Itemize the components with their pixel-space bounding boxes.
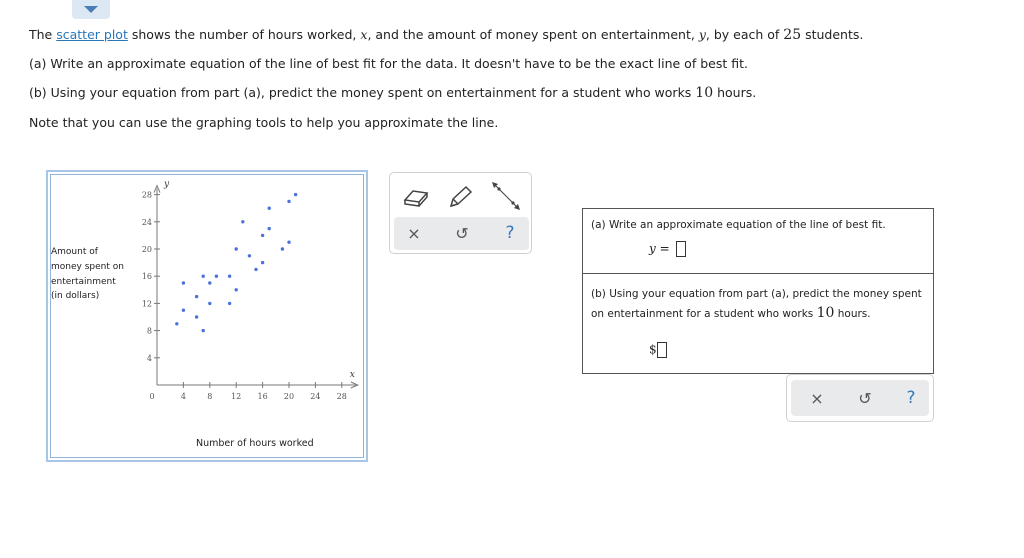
scatter-point (228, 302, 231, 305)
x-tick-label: 28 (336, 392, 347, 401)
collapse-toggle[interactable] (72, 0, 110, 19)
scatter-point (195, 315, 198, 318)
graph-toolbar (389, 172, 532, 254)
eraser-tool[interactable] (400, 183, 432, 213)
y-tick-label: 16 (141, 272, 152, 282)
answer-undo-button[interactable] (853, 386, 877, 410)
y-axis-label-line-1: Amount of (51, 247, 98, 257)
scatter-point (182, 309, 185, 312)
y-tick-label: 20 (141, 245, 152, 254)
plot-area[interactable] (48, 172, 370, 464)
scatter-point (215, 275, 218, 278)
y-tick-label: 8 (146, 326, 152, 336)
undo-icon: ↺ (858, 388, 872, 408)
var-y: y (698, 27, 706, 42)
answer-help-button[interactable] (899, 386, 923, 410)
problem-line-3 (29, 85, 756, 101)
text: hours. (834, 308, 871, 320)
hours-number: 10 (695, 85, 714, 101)
x-tick-label: 4 (180, 392, 186, 401)
y-axis-var: y (164, 179, 170, 190)
text: on entertainment for a student who works (591, 308, 817, 320)
text: hours. (713, 85, 757, 100)
part-a-label: (a) Write an approximate equation of the line of best fit. (591, 219, 886, 231)
part-b-label-line-2 (591, 305, 871, 321)
student-count: 25 (783, 27, 802, 43)
scatter-point (182, 281, 185, 284)
eq-sign: = (659, 241, 670, 256)
scatter-point (208, 281, 211, 284)
money-answer-input[interactable] (657, 342, 667, 358)
equation-answer-input[interactable] (676, 241, 686, 257)
y-tick-label: 28 (141, 190, 152, 200)
y-axis-label-line-3: entertainment (51, 277, 116, 287)
scatter-point (202, 329, 205, 332)
pencil-tool[interactable] (444, 181, 476, 213)
origin-label: 0 (149, 392, 155, 401)
answer-toolbar (786, 374, 934, 422)
graph-toolbar-actions (394, 217, 529, 250)
line-tool[interactable] (488, 179, 524, 213)
line-tool-icon (489, 180, 523, 212)
x-axis-var: x (349, 370, 355, 380)
help-icon: ? (505, 223, 515, 243)
scatter-point (228, 275, 231, 278)
scatter-point (287, 200, 290, 203)
x-tick-label: 20 (283, 392, 295, 401)
x-tick-label: 16 (257, 392, 268, 401)
part-b-panel (582, 273, 934, 374)
text: shows the number of hours worked, (127, 27, 361, 42)
text: , by each of (705, 27, 784, 42)
scatter-point (261, 261, 264, 264)
undo-button[interactable] (450, 221, 474, 245)
clear-button[interactable] (402, 221, 426, 245)
scatter-point (175, 322, 178, 325)
part-b-label-line-1: (b) Using your equation from part (a), predict the money spent (591, 288, 922, 300)
answer-clear-button[interactable] (805, 386, 829, 410)
scatter-point (268, 227, 271, 230)
y-tick-label: 12 (141, 299, 152, 309)
problem-line-2: (a) Write an approximate equation of the line of best fit for the data. It doesn't have to be the exact line of best fit. (29, 56, 748, 71)
problem-line-4: Note that you can use the graphing tools to help you approximate the line. (29, 115, 499, 130)
scatter-point (235, 288, 238, 291)
scatter-point (294, 193, 297, 196)
currency-symbol: $ (649, 342, 657, 357)
y-tick-label: 4 (146, 353, 152, 363)
x-tick-label: 8 (207, 392, 213, 401)
scatter-point (248, 254, 251, 257)
eq-var-y: y (649, 241, 656, 256)
y-axis-label-line-4: (in dollars) (51, 291, 100, 301)
part-a-equation (649, 241, 686, 257)
undo-icon: ↺ (455, 223, 469, 243)
eraser-icon (402, 187, 430, 209)
pencil-icon (446, 184, 474, 210)
problem-line-1 (29, 27, 863, 43)
text: (b) Using your equation from part (a), predict the money spent on entertainment for a student who works (29, 85, 696, 100)
scatter-point (268, 207, 271, 210)
scatter-point (195, 295, 198, 298)
scatter-point (241, 220, 244, 223)
scatter-point (202, 275, 205, 278)
help-icon: ? (906, 388, 916, 408)
help-button[interactable] (498, 221, 522, 245)
y-tick-label: 24 (141, 217, 152, 227)
chevron-down-icon (84, 6, 98, 13)
scatter-plot-graph[interactable] (46, 170, 368, 462)
x-axis-label: Number of hours worked (196, 438, 314, 449)
x-tick-label: 24 (310, 392, 321, 401)
scatter-point (254, 268, 257, 271)
hours-number: 10 (816, 305, 835, 321)
scatter-point (261, 234, 264, 237)
answer-toolbar-actions (791, 380, 929, 416)
y-axis-label-line-2: money spent on (51, 262, 124, 272)
scatter-point (235, 247, 238, 250)
scatter-point (208, 302, 211, 305)
scatter-plot-link[interactable]: scatter plot (56, 27, 128, 42)
var-x: x (360, 27, 368, 42)
text: students. (801, 27, 864, 42)
part-a-panel (582, 208, 934, 274)
close-icon: × (407, 223, 421, 243)
scatter-point (287, 241, 290, 244)
part-b-answer (649, 342, 667, 358)
x-tick-label: 12 (231, 392, 242, 401)
text: , and the amount of money spent on entertainment, (367, 27, 699, 42)
scatter-point (281, 247, 284, 250)
text: The (29, 27, 57, 42)
close-icon: × (810, 388, 824, 408)
